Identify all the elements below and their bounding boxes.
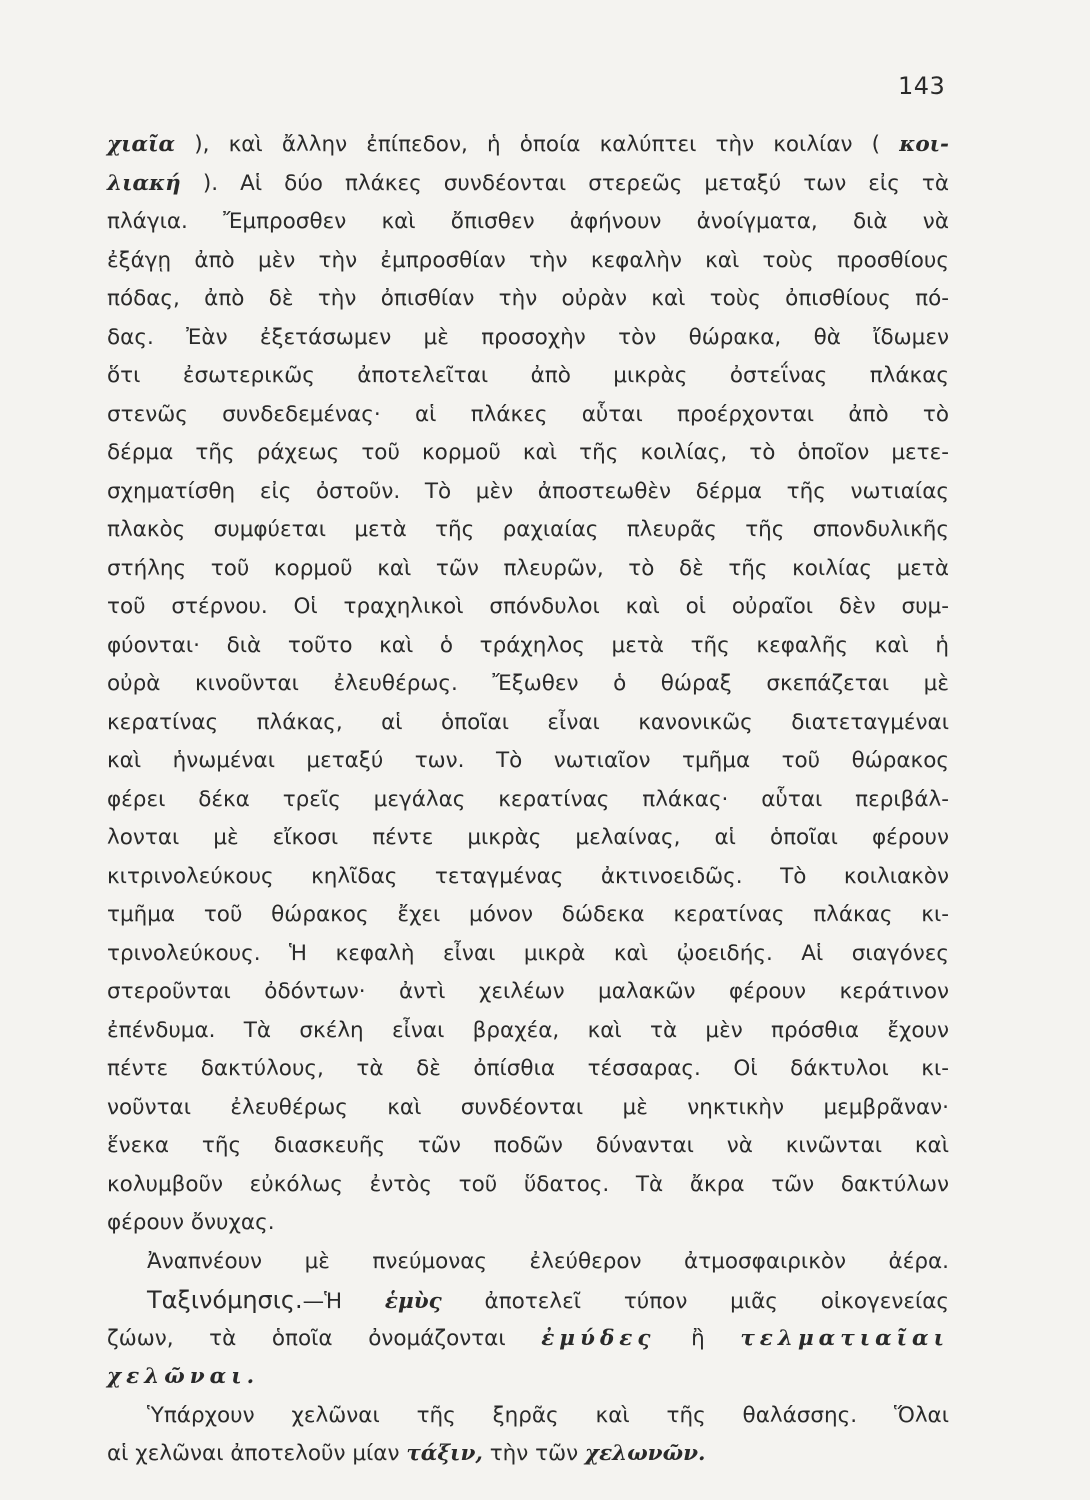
text-line: στήλης τοῦ κορμοῦ καὶ τῶν πλευρῶν, τὸ δὲ τῆς κοιλίας μετὰ — [107, 555, 949, 581]
text-line: οὐρὰ κινοῦνται ἐλευθέρως. Ἔξωθεν ὁ θώραξ σκεπάζεται μὲ — [107, 671, 949, 696]
text-line: τμῆμα τοῦ θώρακος ἔχει μόνον δώδεκα κερατίνας πλάκας κι- — [107, 902, 949, 927]
text-line: Ἀναπνέουν μὲ πνεύμονας ἐλεύθερον ἀτμοσφαιρικὸν ἀέρα. — [147, 1248, 949, 1274]
text-line: καὶ ἡνωμέναι μεταξύ των. Τὸ νωτιαῖον τμῆμα τοῦ θώρακος — [107, 748, 949, 773]
text-line: τοῦ στέρνου. Οἱ τραχηλικοὶ σπόνδυλοι καὶ οἱ οὐραῖοι δὲν συμ- — [107, 594, 949, 619]
page-number: 143 — [898, 72, 946, 100]
section-heading-line: Ταξινόμησις.—Ἡ ἑμὺς ἀποτελεῖ τύπον μιᾶς οἰκογενείας — [147, 1286, 950, 1314]
text-line: πλάγια. Ἔμπροσθεν καὶ ὄπισθεν ἀφήνουν ἀνοίγματα, διὰ νὰ — [107, 209, 949, 234]
text-line: ζώων, τὰ ὁποῖα ὀνομάζονται ἐμύδες ἢ τελματιαῖαι — [107, 1325, 949, 1351]
text-line: λιακή ). Αἱ δύο πλάκες συνδέονται στερεῶς μεταξύ των εἰς τὰ — [107, 170, 949, 196]
text-line: σχηματίσθη εἰς ὀστοῦν. Τὸ μὲν ἀποστεωθὲν δέρμα τῆς νωτιαίας — [107, 478, 949, 504]
text-line: ἐπένδυμα. Τὰ σκέλη εἶναι βραχέα, καὶ τὰ μὲν πρόσθια ἔχουν — [107, 1017, 949, 1043]
text-line: πόδας, ἀπὸ δὲ τὴν ὀπισθίαν τὴν οὐρὰν καὶ τοὺς ὀπισθίους πό- — [107, 286, 949, 311]
text-line: κολυμβοῦν εὐκόλως ἐντὸς τοῦ ὕδατος. Τὰ ἄκρα τῶν δακτύλων — [107, 1171, 949, 1197]
body-text — [107, 126, 949, 1474]
text-line: χελῶναι. — [107, 1364, 260, 1389]
text-line: ἕνεκα τῆς διασκευῆς τῶν ποδῶν δύνανται νὰ κινῶνται καὶ — [107, 1133, 949, 1158]
text-line: κιτρινολεύκους κηλῖδας τεταγμένας ἀκτινοειδῶς. Τὸ κοιλιακὸν — [107, 863, 949, 889]
text-line: ὅτι ἐσωτερικῶς ἀποτελεῖται ἀπὸ μικρὰς ὀστεΐνας πλάκας — [107, 363, 949, 388]
text-line: τρινολεύκους. Ἡ κεφαλὴ εἶναι μικρὰ καὶ ᾠοειδής. Αἱ σιαγόνες — [107, 940, 949, 966]
text-line: πλακὸς συμφύεται μετὰ τῆς ραχιαίας πλευρᾶς τῆς σπονδυλικῆς — [107, 517, 949, 542]
text-line: φέρει δέκα τρεῖς μεγάλας κερατίνας πλάκας· αὗται περιβάλ- — [107, 786, 949, 812]
text-line: αἱ χελῶναι ἀποτελοῦν μίαν τάξιν, τὴν τῶν χελωνῶν. — [107, 1441, 706, 1466]
text-line: ἐξάγῃ ἀπὸ μὲν τὴν ἐμπροσθίαν τὴν κεφαλὴν καὶ τοὺς προσθίους — [107, 247, 949, 273]
text-line: στεροῦνται ὀδόντων· ἀντὶ χειλέων μαλακῶν φέρουν κεράτινον — [107, 979, 949, 1004]
text-line: χιαῖα ), καὶ ἄλλην ἐπίπεδον, ἡ ὁποία καλύπτει τὴν κοιλίαν ( κοι- — [107, 132, 949, 157]
text-line: νοῦνται ἐλευθέρως καὶ συνδέονται μὲ νηκτικὴν μεμβρᾶναν· — [107, 1094, 949, 1120]
text-line: κερατίνας πλάκας, αἱ ὁποῖαι εἶναι κανονικῶς διατεταγμέναι — [107, 709, 949, 735]
text-line: φύονται· διὰ τοῦτο καὶ ὁ τράχηλος μετὰ τῆς κεφαλῆς καὶ ἡ — [107, 632, 949, 658]
text-line: φέρουν ὄνυχας. — [107, 1210, 275, 1235]
text-line: λονται μὲ εἴκοσι πέντε μικρὰς μελαίνας, αἱ ὁποῖαι φέρουν — [107, 825, 949, 850]
text-line: Ὑπάρχουν χελῶναι τῆς ξηρᾶς καὶ τῆς θαλάσσης. Ὅλαι — [147, 1402, 949, 1428]
text-line: δας. Ἐὰν ἐξετάσωμεν μὲ προσοχὴν τὸν θώρακα, θὰ ἴδωμεν — [107, 324, 949, 350]
section-heading: Ταξινόμησις. — [147, 1286, 303, 1314]
text-line: πέντε δακτύλους, τὰ δὲ ὀπίσθια τέσσαρας. Οἱ δάκτυλοι κι- — [107, 1056, 949, 1081]
text-line: δέρμα τῆς ράχεως τοῦ κορμοῦ καὶ τῆς κοιλίας, τὸ ὁποῖον μετε- — [107, 440, 949, 465]
text-line: στενῶς συνδεδεμένας· αἱ πλάκες αὗται προέρχονται ἀπὸ τὸ — [107, 401, 949, 427]
